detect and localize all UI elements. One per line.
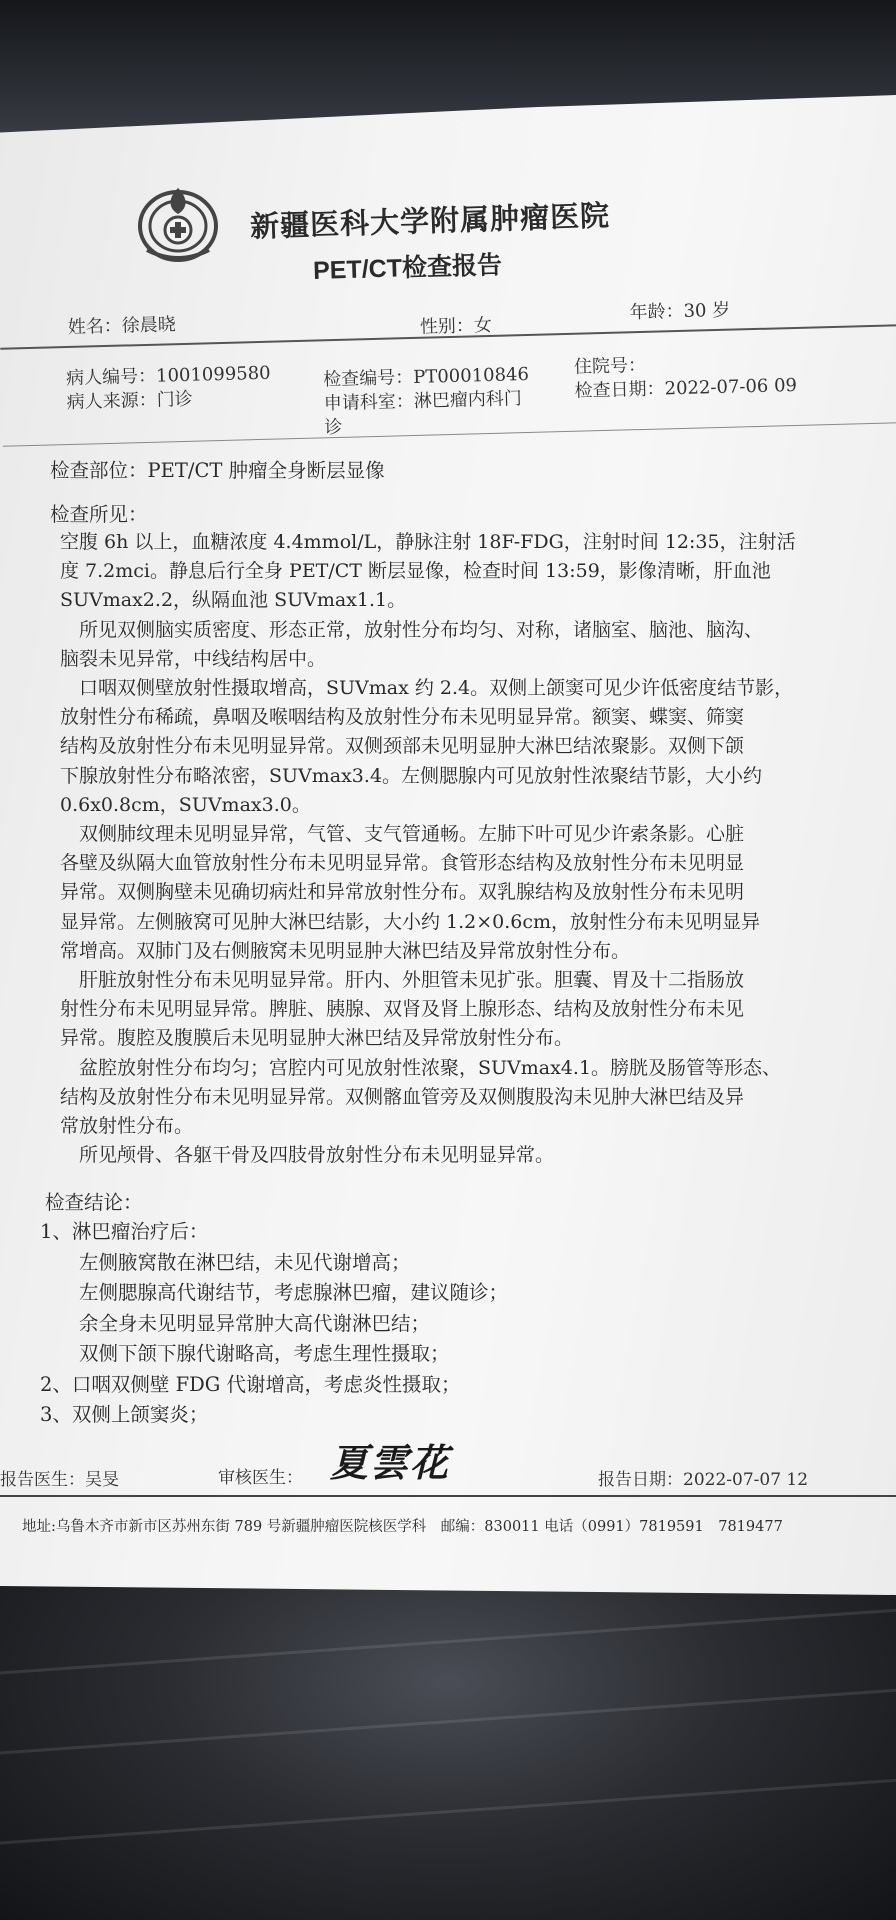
conclusion-label: 检查结论： bbox=[45, 1191, 143, 1214]
age-field: 年龄：30 岁 bbox=[629, 299, 731, 324]
text-line: 度 7.2mci。静息后行全身 PET/CT 断层显像，检查时间 13:59，影像清晰，肝血池 bbox=[60, 560, 771, 583]
findings-text bbox=[60, 528, 796, 1170]
text-line: 结构及放射性分布未见明显异常。双侧颈部未见明显肿大淋巴结浓聚影。双侧下颌 bbox=[60, 735, 745, 758]
review-doctor-signature: 夏雲花 bbox=[330, 1440, 451, 1485]
text-line: 所见颅骨、各躯干骨及四肢骨放射性分布未见明显异常。 bbox=[60, 1144, 555, 1167]
patient-source-field: 病人来源：门诊 bbox=[66, 388, 193, 414]
text-line: 显异常。左侧腋窝可见肿大淋巴结影，大小约 1.2×0.6cm，放射性分布未见明显异 bbox=[60, 910, 761, 933]
text-line: 盆腔放射性分布均匀；宫腔内可见放射性浓聚，SUVmax4.1。膀胱及肠管等形态、 bbox=[60, 1056, 782, 1079]
text-line: 射性分布未见明显异常。脾脏、胰腺、双肾及肾上腺形态、结构及放射性分布未见 bbox=[60, 998, 745, 1021]
exam-no-field: 检查编号：PT00010846 bbox=[322, 363, 530, 391]
text-line: 2、口咽双侧壁 FDG 代谢增高，考虑炎性摄取； bbox=[40, 1372, 461, 1396]
exam-date-field: 检查日期：2022-07-06 09 bbox=[574, 374, 798, 402]
text-line: 异常。双侧胸壁未见确切病灶和异常放射性分布。双乳腺结构及放射性分布未见明 bbox=[60, 881, 745, 904]
text-line: 下腺放射性分布略浓密，SUVmax3.4。左侧腮腺内可见放射性浓聚结节影，大小约 bbox=[60, 764, 763, 787]
fabric-fold bbox=[0, 1686, 896, 1757]
footer-address: 地址:乌鲁木齐市新市区苏州东街 789 号新疆肿瘤医院核医学科 邮编：830011 电话（0991）7819591 7819477 bbox=[22, 1519, 783, 1535]
text-line: 左侧腋窝散在淋巴结，未见代谢增高； bbox=[40, 1250, 411, 1274]
text-line: 各壁及纵隔大血管放射性分布未见明显异常。食管形态结构及放射性分布未见明显 bbox=[60, 852, 745, 875]
report-doctor-field: 报告医生：吴旻 bbox=[0, 1470, 119, 1490]
report-title: PET/CT检查报告 bbox=[312, 251, 503, 286]
text-line: 空腹 6h 以上，血糖浓度 4.4mmol/L，静脉注射 18F-FDG，注射时间 12:35，注射活 bbox=[60, 531, 796, 553]
text-line: 余全身未见明显异常肿大高代谢淋巴结； bbox=[40, 1311, 431, 1335]
text-line: 所见双侧脑实质密度、形态正常，放射性分布均匀、对称，诸脑室、脑池、脑沟、 bbox=[60, 618, 764, 641]
text-line: 常放射性分布。 bbox=[60, 1115, 194, 1138]
text-line: 3、双侧上颌窦炎； bbox=[40, 1403, 209, 1426]
exam-site: 检查部位：PET/CT 肿瘤全身断层显像 bbox=[50, 459, 385, 482]
text-line: 放射性分布稀疏，鼻咽及喉咽结构及放射性分布未见明显异常。额窦、蝶窦、筛窦 bbox=[60, 706, 745, 729]
gender-field: 性别：女 bbox=[419, 314, 493, 338]
findings-label: 检查所见： bbox=[50, 503, 148, 526]
dept-field: 申请科室：淋巴瘤内科门 bbox=[323, 388, 523, 415]
text-line: 常增高。双肺门及右侧腋窝未见明显肿大淋巴结及异常放射性分布。 bbox=[60, 939, 631, 962]
text-line: 双侧肺纹理未见明显异常，气管、支气管通畅。左肺下叶可见少许索条影。心脏 bbox=[60, 823, 745, 846]
fabric-background bbox=[0, 1580, 896, 1920]
text-line: 肝脏放射性分布未见明显异常。肝内、外胆管未见扩张。胆囊、胃及十二指肠放 bbox=[60, 969, 745, 992]
text-line: 结构及放射性分布未见明显异常。双侧髂血管旁及双侧腹股沟未见肿大淋巴结及异 bbox=[60, 1085, 745, 1108]
text-line: 脑裂未见异常，中线结构居中。 bbox=[60, 647, 327, 670]
text-line: SUVmax2.2，纵隔血池 SUVmax1.1。 bbox=[60, 589, 407, 612]
patient-header bbox=[0, 0, 896, 442]
text-line: 左侧腮腺高代谢结节，考虑腺淋巴瘤，建议随诊； bbox=[40, 1281, 509, 1304]
text-line: 异常。腹腔及腹膜后未见明显肿大淋巴结及异常放射性分布。 bbox=[60, 1027, 574, 1050]
review-doctor-label: 审核医生： bbox=[218, 1468, 303, 1488]
hospital-name: 新疆医科大学附属肿瘤医院 bbox=[249, 198, 611, 244]
admission-field: 住院号： bbox=[573, 354, 647, 378]
conclusion-text bbox=[40, 1217, 508, 1431]
text-line: 双侧下颌下腺代谢略高，考虑生理性摄取； bbox=[40, 1342, 450, 1365]
divider bbox=[0, 1495, 896, 1497]
report-date-field: 报告日期：2022-07-07 12 bbox=[598, 1470, 809, 1490]
fabric-fold bbox=[0, 1776, 896, 1847]
name-field: 姓名：徐晨晓 bbox=[67, 314, 177, 339]
patient-id-field: 病人编号：1001099580 bbox=[65, 362, 271, 390]
fabric-fold bbox=[0, 1606, 896, 1677]
text-line: 口咽双侧壁放射性摄取增高，SUVmax 约 2.4。双侧上颌窦可见少许低密度结节影， bbox=[60, 677, 794, 700]
dept-field-cont: 诊 bbox=[324, 416, 343, 439]
text-line: 1、淋巴瘤治疗后： bbox=[40, 1220, 209, 1243]
text-line: 0.6x0.8cm，SUVmax3.0。 bbox=[60, 793, 311, 816]
